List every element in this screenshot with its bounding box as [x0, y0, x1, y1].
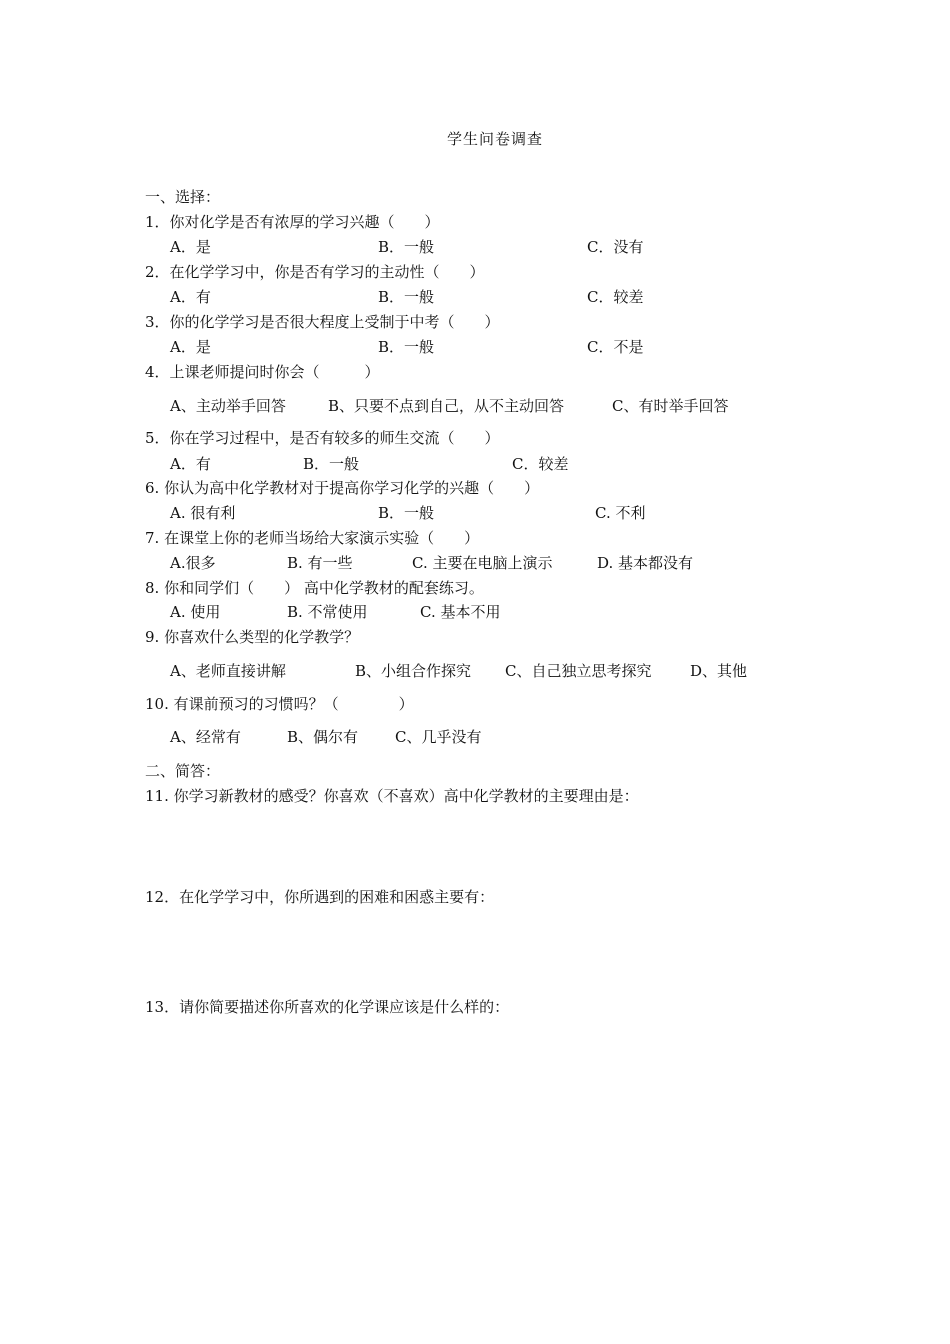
q9-option-c: C、自己独立思考探究	[505, 662, 652, 680]
q2-option-b: B．一般	[378, 288, 435, 306]
q10-option-c: C、几乎没有	[395, 728, 482, 746]
question-13: 13．请你简要描述你所喜欢的化学课应该是什么样的：	[145, 998, 510, 1016]
q1-option-b: B．一般	[378, 238, 435, 256]
question-3: 3．你的化学学习是否很大程度上受制于中考（ ）	[145, 313, 500, 331]
q3-option-a: A．是	[170, 338, 211, 356]
q1-option-c: C．没有	[587, 238, 644, 256]
question-7: 7. 在课堂上你的老师当场给大家演示实验（ ）	[145, 529, 480, 547]
q4-option-b: B、只要不点到自己，从不主动回答	[328, 397, 565, 415]
q7-option-b: B. 有一些	[287, 554, 353, 572]
section-heading-choice: 一、选择：	[145, 188, 221, 206]
q8-option-a: A. 使用	[170, 603, 221, 621]
page-title: 学生问卷调查	[446, 130, 543, 148]
q4-option-c: C、有时举手回答	[612, 397, 729, 415]
q5-option-b: B．一般	[303, 455, 360, 473]
q10-option-a: A、经常有	[170, 728, 241, 746]
q8-option-b: B. 不常使用	[287, 603, 368, 621]
q4-option-a: A、主动举手回答	[170, 397, 286, 415]
q10-option-b: B、偶尔有	[287, 728, 359, 746]
q9-option-a: A、老师直接讲解	[170, 662, 286, 680]
q5-option-c: C．较差	[512, 455, 569, 473]
q1-option-a: A．是	[170, 238, 211, 256]
q9-option-d: D、其他	[690, 662, 748, 680]
q9-option-b: B、小组合作探究	[355, 662, 472, 680]
q7-option-d: D. 基本都没有	[597, 554, 694, 572]
question-1: 1．你对化学是否有浓厚的学习兴趣（ ）	[145, 213, 440, 231]
q8-option-c: C. 基本不用	[420, 603, 501, 621]
q3-option-c: C．不是	[587, 338, 644, 356]
q3-option-b: B．一般	[378, 338, 435, 356]
question-4: 4．上课老师提问时你会（ ）	[145, 363, 380, 381]
question-2: 2．在化学学习中，你是否有学习的主动性（ ）	[145, 263, 485, 281]
question-11: 11. 你学习新教材的感受？你喜欢（不喜欢）高中化学教材的主要理由是：	[145, 787, 639, 805]
q7-option-a: A.很多	[170, 554, 216, 572]
question-5: 5．你在学习过程中，是否有较多的师生交流（ ）	[145, 429, 500, 447]
question-6: 6. 你认为高中化学教材对于提高你学习化学的兴趣（ ）	[145, 479, 540, 497]
q5-option-a: A．有	[170, 455, 211, 473]
question-9: 9. 你喜欢什么类型的化学教学？	[145, 628, 360, 646]
question-10: 10. 有课前预习的习惯吗？（ ）	[145, 695, 414, 713]
question-8: 8. 你和同学们（ ） 高中化学教材的配套练习。	[145, 579, 484, 597]
q6-option-a: A. 很有利	[170, 504, 236, 522]
q7-option-c: C. 主要在电脑上演示	[412, 554, 553, 572]
q6-option-c: C. 不利	[595, 504, 646, 522]
question-12: 12．在化学学习中，你所遇到的困难和困惑主要有：	[145, 888, 495, 906]
section-heading-short-answer: 二、简答：	[145, 762, 221, 780]
q2-option-c: C．较差	[587, 288, 644, 306]
q6-option-b: B．一般	[378, 504, 435, 522]
q2-option-a: A．有	[170, 288, 211, 306]
